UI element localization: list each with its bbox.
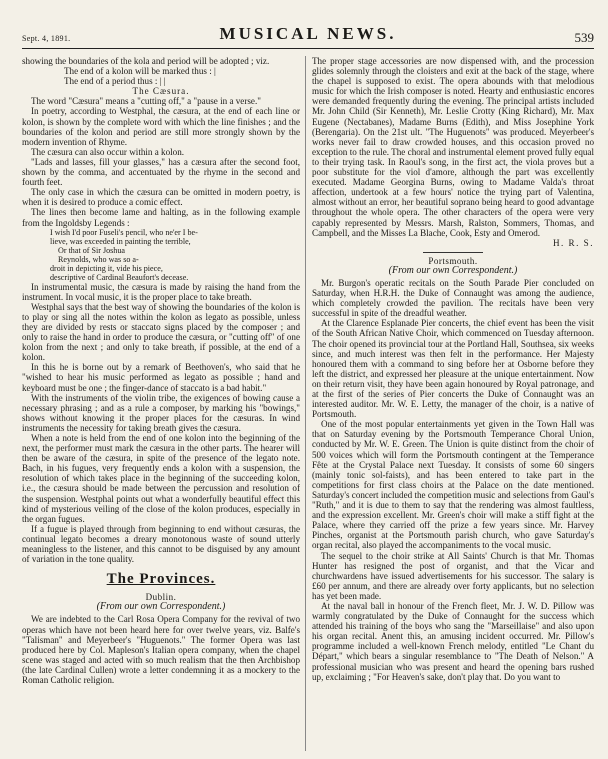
city-heading-dublin: Dublin.	[145, 592, 177, 603]
column-divider	[305, 56, 306, 751]
section-divider	[423, 252, 483, 253]
paragraph: showing the boundaries of the kola and period will be adopted ; viz.	[22, 56, 270, 66]
poem-line: I wish I'd poor Fuseli's pencil, who ne'er I be-	[50, 227, 198, 237]
notation-line: The end of a period thus : | |	[64, 76, 166, 87]
paragraph: In poetry, according to Westphal, the cæsura, at the end of each line or kolon, is shown by the complete word with which the line finishes ; and the boundaries of the kolon and period are still more strongly shown by the modern invention of Rhyme.	[22, 106, 300, 147]
paragraph: We are indebted to the Carl Rosa Opera Company for the revival of two operas which have not been heard here for over twelve years, viz. Balfe's "Talisman" and Meyerbeer's "Huguenots." The former Opera was last produced here by Col. Mapleson's Italian opera company, when the chapel scene was staged and acted with so much realism that the then Archbishop (the late Cardinal Cullen) wrote a letter condemning it as a mockery to the Roman Catholic religion.	[22, 614, 300, 685]
paragraph: Westphal says that the best way of showing the boundaries of the kolon is to play or sing all the notes within the kolon as legato as possible, unless they are divided by rests or staccato signs placed by the composer ; and only to raise the hand in order to produce the cæsura, or "cutting off" of one kolon from the next ; and only to take breath, if possible, at the end of a kolon.	[22, 301, 300, 363]
page-header	[22, 24, 594, 49]
section-heading-caesura: The Cæsura.	[132, 86, 190, 97]
paragraph: At the Clarence Esplanade Pier concerts, the chief event has been the visit of the South African Native Choir, which commenced on Tuesday afternoon. The choir opened its provincial tour at the Portland Hall, Southsea, six weeks since, and much interest was then felt in the performance. Her Majesty honoured them with a command to sing before her at Osborne before they left the district, and expressed her pleasure at the unique entertainment. Now on their return visit, they have been again honoured by Royal patronage, and at the first of the series of Pier concerts the Duke of Connaught was an interested auditor. Mr. W. E. Letty, the manager of the choir, is a native of Portsmouth.	[312, 318, 594, 420]
paragraph: The proper stage accessories are now dispensed with, and the procession glides solemnly through the cloisters and exit at the back of the stage, where the chapel is supposed to exist. The opera abounds with that melodious music for which the Irish composer is noted. Hearty and enthusiastic encores were demanded frequently during the evening. The principal artists included Mr. John Child (Sir Kenneth), Mr. Leslie Crotty (King Richard), Mr. Max Eugene (Nectabanes), Madame Burns (Edith), and Miss Josephine York (Berengaria). On the 21st ult. "The Huguenots" was produced. Meyerbeer's works never fail to draw crowded houses, and this occasion proved no exception to the rule. The choral and instrumental element proved fully equal to their trying task. In Raoul's song, in the first act, the viola proves but a poor substitute for the viol d'amore, although the part was excellently executed. Madame Georgina Burns, owing to Madame Valda's throat affection, undertook at a few hours' notice the trying part of Valentina, almost without an error, her beautiful soprano being heard to good advantage throughout the whole opera. The other characters of the opera were very capably represented by Messrs. Marsh, Ralston, Sommers, Thomas, and Campbell, and the Misses La Blache, Cook, Esty and Omerod.	[312, 56, 594, 238]
left-column	[22, 56, 300, 751]
section-heading-provinces: The Provinces.	[106, 571, 216, 588]
poem-line: droit in depicting it, vide his piece,	[50, 263, 163, 273]
poem-line: descriptive of Cardinal Beaufort's decease.	[50, 272, 189, 282]
poem-line: Or that of Sir Joshua	[58, 245, 125, 255]
paragraph: If a fugue is played through from beginning to end without cæsuras, the continual legato becomes a dreary monotonous waste of sound utterly meaningless to the listener, and this cannot to be disguised by any amount of variation in the tone quality.	[22, 523, 300, 565]
paragraph: The word "Cæsura" means a "cutting off," a "pause in a verse."	[31, 96, 261, 107]
paragraph: Mr. Burgon's operatic recitals on the South Parade Pier concluded on Saturday, when H.R.H. the Duke of Connaught was among the audience, which completely crowded the pavilion. The recitals have been very successful in spite of the dreadful weather.	[312, 277, 594, 319]
paragraph: The cæsura can also occur within a kolon.	[31, 146, 185, 157]
paragraph: One of the most popular entertainments yet given in the Town Hall was that on Saturday evening by the Portsmouth Temperance Choral Union, conducted by Mr. W. E. Green. The Union is quite distinct from the choir of 500 voices which will form the Portsmouth contingent at the Temperance Fête at the Crystal Palace next Tuesday. It consists of some 60 singers (mainly tonic sol-faists), and has been entered to take part in the competitions for first class choirs at the Palace on the date mentioned. Saturday's concert included the competition music and selections from Gaul's "Ruth," and it is due to them to say that the rendering was almost faultless, and the expression excellent. Mr. Green's choir will make a stiff fight at the Palace, where they carried off the prize a few years since. Mr. Harvey Pinches, organist at the Portsmouth parish church, who gave Saturday's organ recital, also played the accompaniments to the vocal music.	[312, 419, 594, 551]
poem-quotation	[22, 228, 300, 282]
correspondent-line: (From our own Correspondent.)	[96, 601, 226, 613]
page-number: 539	[574, 30, 594, 45]
paragraph: With the instruments of the violin tribe, the exigences of bowing cause a necessary phrasing ; and as a rule a composer, by marking his "bowings," shows without knowing it the proper places for the cæsuras. In wind instruments the necessity for taking breath gives the cæsura.	[22, 392, 300, 433]
city-heading-portsmouth: Portsmouth.	[428, 255, 478, 266]
author-initials: H. R. S.	[552, 237, 594, 248]
paragraph: The only case in which the cæsura can be omitted in modern poetry, is when it is desired to produce a comic effect.	[22, 187, 300, 208]
paragraph: In this he is borne out by a remark of Beethoven's, who said that he "wished to hear his music performed as legato as possible ; hand and keyboard must be one ; the finger-dance of staccato is a bad habit."	[22, 362, 300, 393]
notation-line: The end of a kolon will be marked thus : |	[64, 66, 216, 77]
poem-line: lieve, was exceeded in painting the terrible,	[50, 236, 191, 246]
masthead-title: MUSICAL NEWS.	[219, 24, 397, 43]
paragraph: "Lads and lasses, fill your glasses," has a cæsura after the second foot, shown by the comma, and accentuated by the rhyme in the second and fourth feet.	[22, 156, 300, 188]
paragraph: In instrumental music, the cæsura is made by raising the hand from the instrument. In vocal music, it is the proper place to take breath.	[22, 281, 300, 302]
paragraph: When a note is held from the end of one kolon into the beginning of the next, the performer must mark the cæsura in the other parts. The hearer will then be aware of the cæsura, in spite of the presence of the legato note. Bach, in his fugues, very frequently ends a kolon with a suspension, the resolution of which takes place in the beginning of the succeeding kolon, i.e., the cæsura should be made between the percussion and resolution of the suspension. Westphal points out what a wonderfully beautiful effect this kind of mysterious veiling of the close of the kolon produces, especially in the organ fugues.	[22, 433, 300, 524]
paragraph: The sequel to the choir strike at All Saints' Church is that Mr. Thomas Hunter has resigned the post of organist, and that the Vicar and churchwardens have issued advertisements for his successor. The salary is £60 per annum, and there are already over forty applicants, but no selection has yet been made.	[312, 550, 594, 601]
poem-line: Reynolds, who was so a-	[58, 254, 139, 264]
right-column	[312, 56, 594, 751]
issue-date: Sept. 4, 1891.	[22, 34, 71, 43]
correspondent-line: (From our own Correspondent.)	[388, 264, 518, 276]
paragraph: At the naval ball in honour of the French fleet, Mr. J. W. D. Pillow was warmly congratulated by the Duke of Connaught for the success which attended his training of the boys who sang the "Marseillaise" and also upon his organ recital. Anent this, an amusing incident occurred. Mr. Pillow's programme included a well-known French melody, entitled "Le Chant du Départ," which bears a singular resemblance to "The Death of Nelson." A professional musician who was present and heard the opening bars rushed up, exclaiming ; "For Heaven's sake, don't play that. Do you want to	[312, 600, 594, 682]
paragraph: The lines then become lame and halting, as in the following example from the Ingoldsby Legends :	[22, 207, 300, 228]
